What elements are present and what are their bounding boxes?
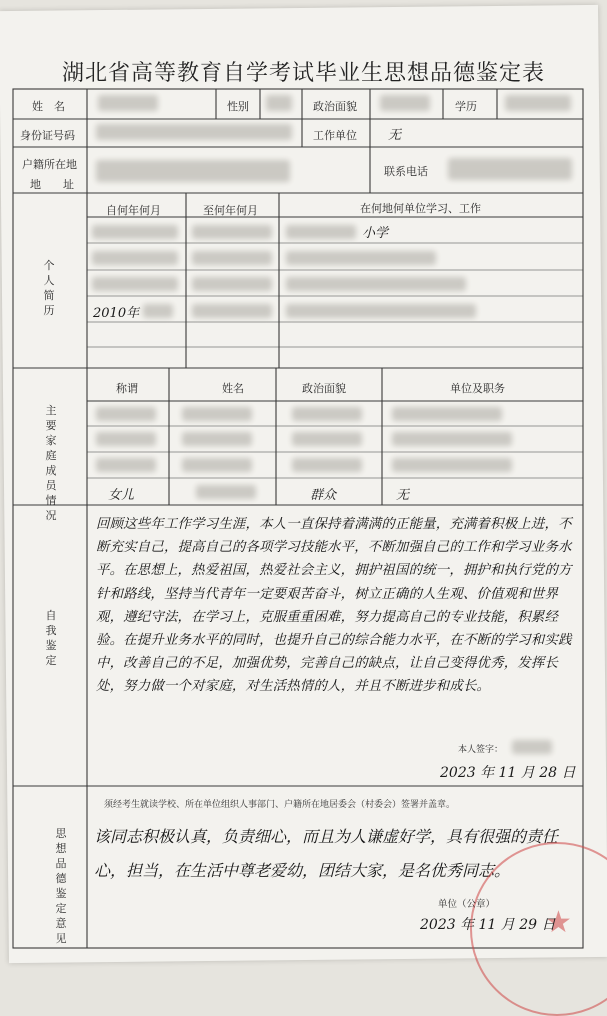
self-eval-side-label: 自我鉴定 [45,609,57,667]
family-row-redacted [292,432,362,446]
resume-col-to: 至何年何月 [203,204,258,217]
education-label: 学历 [455,100,477,113]
gender-label: 性别 [227,100,249,113]
family-row-redacted [182,458,252,472]
family-col-unit: 单位及职务 [450,382,505,395]
name-label: 姓 名 [32,100,65,113]
work-unit-value: 无 [388,128,402,143]
family-row-redacted [182,432,252,446]
id-label: 身份证号码 [20,129,75,142]
family-col-title: 称谓 [116,382,138,395]
gender-redacted [266,95,292,111]
resume-row-redacted [286,251,436,265]
opinion-unit-label: 单位（公章） [438,899,496,910]
self-eval-date: 2023 年 11 月 28 日 [440,765,576,781]
phone-redacted [448,158,572,180]
form-title: 湖北省高等教育自学考试毕业生思想品德鉴定表 [61,61,545,86]
resume-row-redacted [192,225,272,239]
resume-col-where: 在何地何单位学习、工作 [360,202,481,215]
resume-row-redacted [286,304,476,318]
resume-row-redacted [192,277,272,291]
signature-label: 本人签字： [458,745,504,755]
political-label: 政治面貌 [313,100,357,113]
resume-row-redacted [286,277,466,291]
id-redacted [96,124,292,140]
resume-row-redacted [92,277,178,291]
resume-row-redacted [92,251,178,265]
family-row-4-title: 女儿 [108,488,135,503]
name-redacted [98,95,158,111]
family-side-label: 主要家庭成员情况 [45,404,57,522]
family-row-redacted [96,432,156,446]
family-row-redacted [292,458,362,472]
resume-row-redacted [143,304,173,318]
family-col-name: 姓名 [222,382,244,395]
opinion-date: 2023 年 11 月 29 日 [420,917,556,933]
household-label-line1: 户籍所在地 [22,158,77,171]
family-row-redacted [392,407,502,421]
resume-row-4-from: 2010年 [93,306,140,321]
family-row-redacted [182,407,252,421]
family-row-redacted [96,458,156,472]
family-row-redacted [392,458,512,472]
address-redacted [96,160,290,182]
opinion-note: 须经考生就读学校、所在单位组织人事部门、户籍所在地居委会（村委会）签署并盖章。 [104,800,456,810]
resume-row-1-where: 小学 [362,226,389,241]
family-row-4-political: 群众 [310,488,337,503]
education-redacted [505,95,571,111]
household-label-line2: 地 址 [30,178,74,191]
family-row-redacted [292,407,362,421]
family-row-4-unit: 无 [396,488,410,503]
phone-label: 联系电话 [384,165,428,178]
resume-side-label: 个人简历 [43,259,55,317]
political-redacted [380,95,430,111]
self-eval-text: 回顾这些年工作学习生涯，本人一直保持着满满的正能量，充满着积极上进，不断充实自己，提高自己的各项学习技能水平，不断加强自己的工作和学习业务水平。在思想上，热爱祖国，热爱社会主义，拥护祖国的统一，拥护和执行党的方针和路线，坚持当代青年一定要艰苦奋斗，树立正确的人生观、价值观和世界观，遵纪守法，在学习上，克服重重困难，努力提高自己的专业技能，积累经验。在提升业务水平的同时，也提升自己的综合能力水平，在不断的学习和实践中，改善自己的不足，加强优势，完善自己的缺点，让自己变得优秀，发挥长处，努力做一个对家庭，对生活热情的人，并且不断进步和成长。 [96,517,572,695]
family-row-redacted [392,432,512,446]
seal-star-icon: ★ [545,905,572,940]
resume-row-redacted [192,304,272,318]
resume-row-redacted [92,225,178,239]
resume-col-from: 自何年何月 [106,204,161,217]
resume-row-redacted [192,251,272,265]
opinion-side-label: 思想品德鉴定意见 [55,827,67,945]
family-row-4-name-redacted [196,485,256,499]
opinion-text: 该同志积极认真，负责细心，而且为人谦虚好学，具有很强的责任心，担当，在生活中尊老爱幼，团结大家，是名优秀同志。 [94,827,559,880]
family-row-redacted [96,407,156,421]
resume-row-redacted [286,225,356,239]
work-unit-label: 工作单位 [313,129,357,142]
family-col-political: 政治面貌 [302,382,346,395]
signature-redacted [512,740,552,754]
